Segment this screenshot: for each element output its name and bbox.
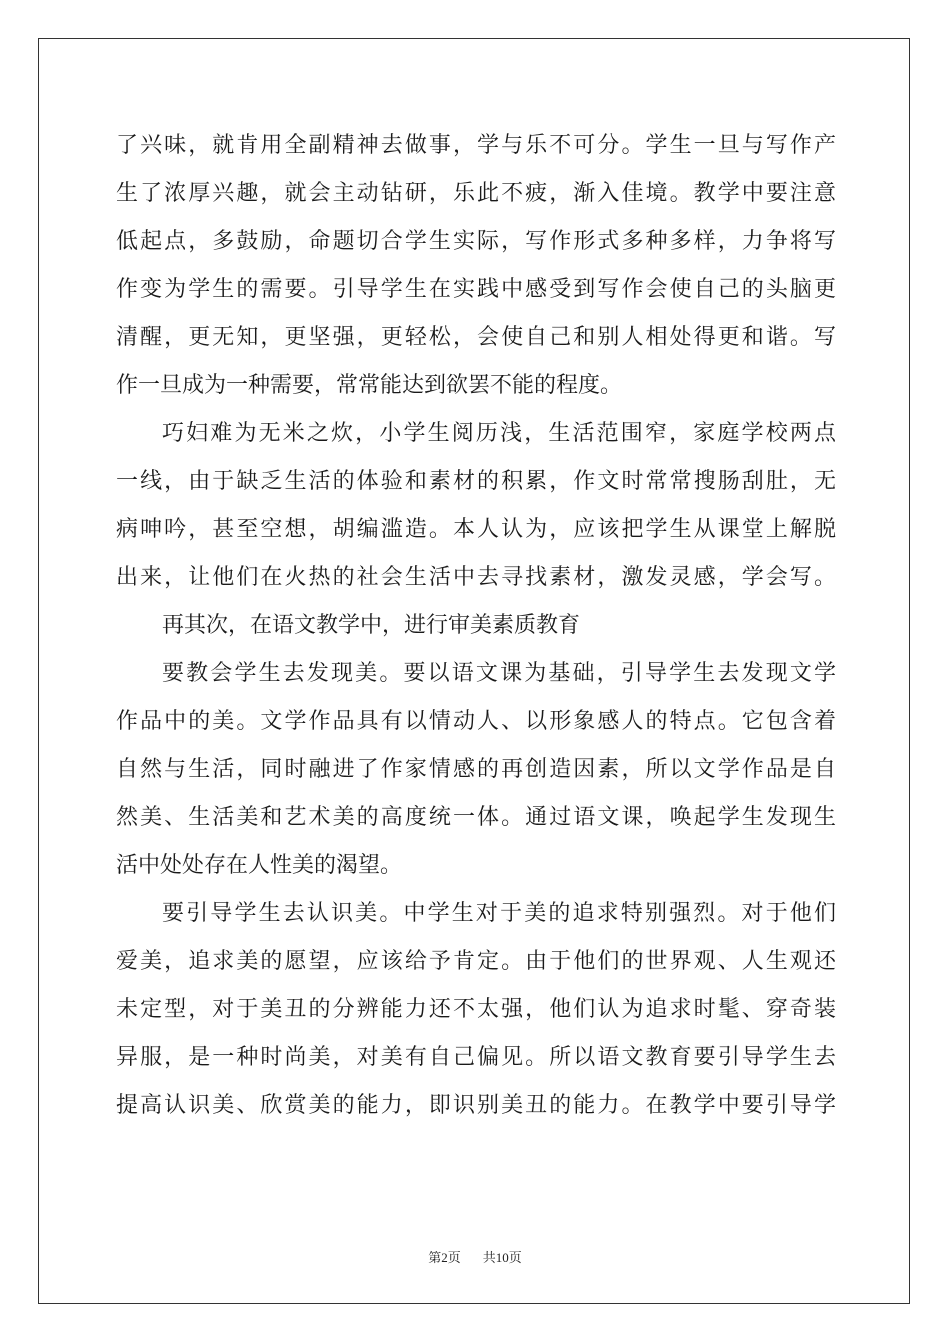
text-line: 爱美，追求美的愿望，应该给予肯定。由于他们的世界观、人生观还 [116,949,836,974]
section-heading: 再其次，在语文教学中，进行审美素质教育 [162,613,581,638]
text-line: 异服，是一种时尚美，对美有自己偏见。所以语文教育要引导学生去 [116,1045,836,1070]
page-number-total: 共10页 [482,1250,522,1265]
text-line: 要教会学生去发现美。要以语文课为基础，引导学生去发现文学 [162,661,836,686]
text-line: 一线，由于缺乏生活的体验和素材的积累，作文时常常搜肠刮肚，无 [116,469,836,494]
text-line: 清醒，更无知，更坚强，更轻松，会使自己和别人相处得更和谐。写 [116,325,836,350]
text-line: 作一旦成为一种需要，常常能达到欲罢不能的程度。 [116,373,623,398]
text-line: 作变为学生的需要。引导学生在实践中感受到写作会使自己的头脑更 [116,277,836,302]
text-line: 活中处处存在人性美的渴望。 [116,853,403,878]
document-body [116,122,836,1130]
page-footer [0,1247,950,1266]
text-line: 出来，让他们在火热的社会生活中去寻找素材，激发灵感，学会写。 [116,565,836,590]
text-line: 巧妇难为无米之炊，小学生阅历浅，生活范围窄，家庭学校两点 [162,421,836,446]
text-line: 自然与生活，同时融进了作家情感的再创造因素，所以文学作品是自 [116,757,836,782]
text-line: 病呻吟，甚至空想，胡编滥造。本人认为，应该把学生从课堂上解脱 [116,517,836,542]
text-line: 作品中的美。文学作品具有以情动人、以形象感人的特点。它包含着 [116,709,836,734]
page-number-current: 第2页 [428,1250,461,1265]
text-line: 提高认识美、欣赏美的能力，即识别美丑的能力。在教学中要引导学 [116,1093,836,1118]
text-line: 未定型，对于美丑的分辨能力还不太强，他们认为追求时髦、穿奇装 [116,997,836,1022]
text-line: 生了浓厚兴趣，就会主动钻研，乐此不疲，渐入佳境。教学中要注意 [116,181,836,206]
text-line: 然美、生活美和艺术美的高度统一体。通过语文课，唤起学生发现生 [116,805,836,830]
text-line: 低起点，多鼓励，命题切合学生实际，写作形式多种多样，力争将写 [116,229,836,254]
text-line: 了兴味，就肯用全副精神去做事，学与乐不可分。学生一旦与写作产 [116,133,836,158]
text-line: 要引导学生去认识美。中学生对于美的追求特别强烈。对于他们 [162,901,836,926]
